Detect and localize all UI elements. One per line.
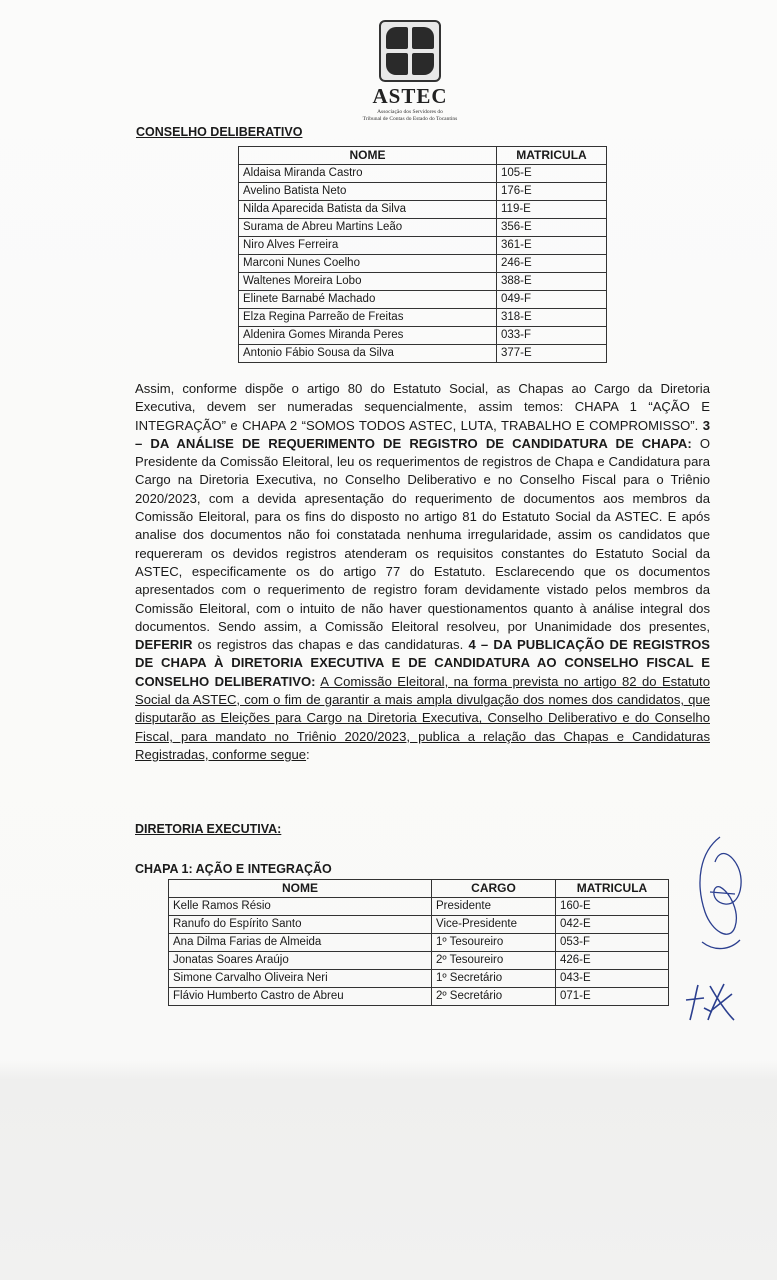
cell-matricula: 361-E	[497, 237, 607, 255]
cell-nome: Ranufo do Espírito Santo	[169, 916, 432, 934]
cell-matricula: 071-E	[556, 988, 669, 1006]
cell-nome: Ana Dilma Farias de Almeida	[169, 934, 432, 952]
table-row	[169, 898, 669, 916]
table-row	[239, 291, 607, 309]
col-header-cargo: CARGO	[432, 880, 556, 898]
signature-mark	[690, 832, 750, 962]
cell-cargo: 1º Tesoureiro	[432, 934, 556, 952]
conselho-table	[238, 146, 607, 363]
chapa-1-table	[168, 879, 669, 1006]
cell-nome: Flávio Humberto Castro de Abreu	[169, 988, 432, 1006]
org-subtitle: Associação dos Servidores do Tribunal de Contas do Estado do Tocantins	[362, 109, 458, 122]
chapa-1-title: CHAPA 1: AÇÃO E INTEGRAÇÃO	[135, 862, 332, 876]
cell-matricula: 160-E	[556, 898, 669, 916]
para-registros: os registros das chapas e das candidaturas.	[192, 637, 469, 653]
table-row	[239, 219, 607, 237]
cell-matricula: 119-E	[497, 201, 607, 219]
cell-nome: Waltenes Moreira Lobo	[239, 273, 497, 291]
cell-matricula: 426-E	[556, 952, 669, 970]
table-row	[239, 255, 607, 273]
para-analise: O Presidente da Comissão Eleitoral, leu os requerimentos de registros de Chapa e Candidatura para Cargo na Diretoria Executiva, no Conselho Deliberativo e no Conselho Fiscal para o Triênio 2020/2023, com a devida apresentação do requerimento de documentos aos membros da Comissão Eleitoral, para os fins do disposto no artigo 81 do Estatuto Social da ASTEC. E após analise dos documentos não foi constatada nenhuma irregularidade, assim os candidatos que requereram os devidos registros atenderam os requisitos constantes do Estatuto Social da ASTEC, especificamente os do artigo 77 do Estatuto. Esclarecendo que os documentos apresentados com o requerimento de registro foram devidamente vistado pelos membros da Comissão Eleitoral, com o intuito de não haver questionamentos quanto à análise integral dos documentos. Sendo assim, a Comissão Eleitoral resolveu, por Unanimidade dos presentes,	[135, 435, 710, 634]
section-4-heading: 4 – DA PUBLICAÇÃO DE REGISTROS DE CHAPA À DIRETORIA EXECUTIVA E DE CANDIDATURA AO CONSELHO FISCAL E CONSELHO DELIBERATIVO:	[135, 637, 711, 689]
table-row	[169, 952, 669, 970]
cell-nome: Simone Carvalho Oliveira Neri	[169, 970, 432, 988]
cell-nome: Kelle Ramos Résio	[169, 898, 432, 916]
org-name: ASTEC	[372, 84, 448, 108]
col-header-matricula: MATRICULA	[497, 147, 607, 165]
cell-nome: Elza Regina Parreão de Freitas	[239, 309, 497, 327]
cell-matricula: 033-F	[497, 327, 607, 345]
table-row	[239, 165, 607, 183]
col-header-nome: NOME	[169, 880, 432, 898]
cell-nome: Aldenira Gomes Miranda Peres	[239, 327, 497, 345]
conselho-title: CONSELHO DELIBERATIVO	[136, 125, 303, 139]
cell-nome: Surama de Abreu Martins Leão	[239, 219, 497, 237]
cell-cargo: Vice-Presidente	[432, 916, 556, 934]
body-paragraph: Assim, conforme dispõe o artigo 80 do Estatuto Social, as Chapas ao Cargo da Diretoria Executiva, devem ser numeradas sequencialmente, assim temos: CHAPA 1 “AÇÃO E INTEGRAÇÃO” e CHAPA 2 “SOMOS TODOS ASTEC, LUTA, TRABALHO E COMPROMISSO”. 3 – DA ANÁLISE DE REQUERIMENTO DE REGISTRO DE CANDIDATURA DE CHAPA: O Presidente da Comissão Eleitoral, leu os requerimentos de registros de Chapa e Candidatura para Cargo na Diretoria Executiva, no Conselho Deliberativo e no Conselho Fiscal para o Triênio 2020/2023, com a devida apresentação do requerimento de documentos aos membros da Comissão Eleitoral, para os fins do disposto no artigo 81 do Estatuto Social da ASTEC. E após analise dos documentos não foi constatada nenhuma irregularidade, assim os candidatos que requereram os devidos registros atenderam os requisitos constantes do Estatuto Social da ASTEC, especificamente os do artigo 77 do Estatuto. Esclarecendo que os documentos apresentados com o requerimento de registro foram devidamente vistado pelos membros da Comissão Eleitoral, com o intuito de não haver questionamentos quanto à análise integral dos documentos. Sendo assim, a Comissão Eleitoral resolveu, por Unanimidade dos presentes, DEFERIR os registros das chapas e das candidaturas. 4 – DA PUBLICAÇÃO DE REGISTROS DE CHAPA À DIRETORIA EXECUTIVA E DE CANDIDATURA AO CONSELHO FISCAL E CONSELHO DELIBERATIVO: A Comissão Eleitoral, na forma prevista no artigo 82 do Estatuto Social da ASTEC, com o fim de garantir a mais ampla divulgação dos nomes dos candidatos, que disputarão as Eleições para Cargo na Diretoria Executiva, Conselho Deliberativo e do Conselho Fiscal, para mandato no Triênio 2020/2023, publica a relação das Chapas e Candidaturas Registradas, conforme segue:	[135, 381, 711, 762]
chapa-1-table-body	[169, 898, 669, 1006]
cell-nome: Avelino Batista Neto	[239, 183, 497, 201]
para-chapas: Assim, conforme dispõe o artigo 80 do Estatuto Social, as Chapas ao Cargo da Diretoria Executiva, devem ser numeradas sequencialmente, assim temos: CHAPA 1 “AÇÃO E INTEGRAÇÃO” e CHAPA 2 “SOMOS TODOS ASTEC, LUTA, TRABALHO E COMPROMISSO”.	[135, 381, 710, 433]
cell-matricula: 105-E	[497, 165, 607, 183]
cell-matricula: 043-E	[556, 970, 669, 988]
table-row	[239, 183, 607, 201]
cell-nome: Jonatas Soares Araújo	[169, 952, 432, 970]
table-row	[239, 237, 607, 255]
diretoria-title: DIRETORIA EXECUTIVA:	[135, 822, 282, 836]
cell-nome: Niro Alves Ferreira	[239, 237, 497, 255]
table-row	[239, 201, 607, 219]
hands-emblem-icon	[379, 20, 441, 82]
section-3-heading: 3 – DA ANÁLISE DE REQUERIMENTO DE REGISTRO DE CANDIDATURA DE CHAPA:	[135, 417, 710, 451]
cell-matricula: 356-E	[497, 219, 607, 237]
cell-nome: Antonio Fábio Sousa da Silva	[239, 345, 497, 363]
cell-matricula: 053-F	[556, 934, 669, 952]
cell-matricula: 318-E	[497, 309, 607, 327]
table-row	[239, 273, 607, 291]
table-row	[169, 988, 669, 1006]
cell-nome: Nilda Aparecida Batista da Silva	[239, 201, 497, 219]
table-row	[239, 345, 607, 363]
conselho-table-body	[239, 165, 607, 363]
cell-cargo: 2º Tesoureiro	[432, 952, 556, 970]
table-row	[239, 327, 607, 345]
cell-nome: Aldaisa Miranda Castro	[239, 165, 497, 183]
para-publicacao: A Comissão Eleitoral, na forma prevista no artigo 82 do Estatuto Social da ASTEC, com o fim de garantir a mais ampla divulgação dos nomes dos candidatos, que disputarão as Eleições para Cargo na Diretoria Executiva, Conselho Deliberativo e do Conselho Fiscal, para mandato no Triênio 2020/2023, publica a relação das Chapas e Candidaturas Registradas, conforme segue	[135, 673, 710, 762]
table-row	[239, 309, 607, 327]
cell-matricula: 049-F	[497, 291, 607, 309]
cell-cargo: 1º Secretário	[432, 970, 556, 988]
cell-nome: Marconi Nunes Coelho	[239, 255, 497, 273]
table-row	[169, 934, 669, 952]
col-header-matricula: MATRICULA	[556, 880, 669, 898]
cell-nome: Elinete Barnabé Machado	[239, 291, 497, 309]
cell-matricula: 388-E	[497, 273, 607, 291]
table-row	[169, 916, 669, 934]
cell-matricula: 377-E	[497, 345, 607, 363]
deferir-word: DEFERIR	[135, 637, 193, 653]
cell-matricula: 042-E	[556, 916, 669, 934]
cell-cargo: 2º Secretário	[432, 988, 556, 1006]
cell-matricula: 246-E	[497, 255, 607, 273]
initials-mark	[682, 980, 742, 1025]
astec-logo	[350, 20, 470, 123]
cell-matricula: 176-E	[497, 183, 607, 201]
col-header-nome: NOME	[239, 147, 497, 165]
cell-cargo: Presidente	[432, 898, 556, 916]
table-row	[169, 970, 669, 988]
